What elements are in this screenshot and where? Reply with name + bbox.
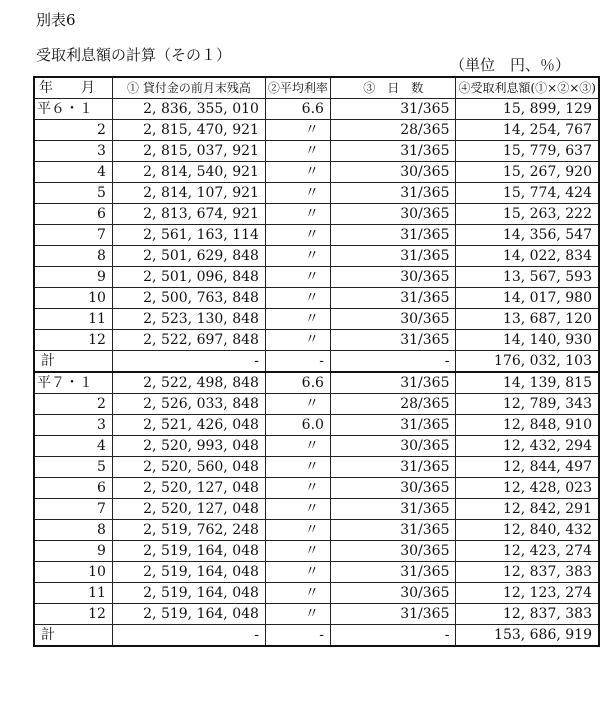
table-row: [34, 604, 599, 625]
balance-cell: 2, 500, 763, 848: [112, 288, 265, 309]
table-body: [34, 99, 599, 647]
interest-cell: 14, 140, 930: [456, 330, 599, 351]
table-row: [34, 183, 599, 204]
total-label: 計: [34, 625, 112, 647]
month-cell: 9: [34, 267, 112, 288]
rate-cell: 〃: [265, 478, 330, 499]
balance-cell: 2, 521, 426, 048: [112, 415, 265, 436]
balance-cell: 2, 520, 127, 048: [112, 499, 265, 520]
month-cell: 3: [34, 415, 112, 436]
rate-cell: 〃: [265, 330, 330, 351]
rate-cell: 〃: [265, 288, 330, 309]
interest-cell: 12, 423, 274: [456, 541, 599, 562]
days-cell: 30/365: [330, 309, 456, 330]
rate-cell: 〃: [265, 436, 330, 457]
days-cell: 31/365: [330, 246, 456, 267]
rate-cell: 〃: [265, 204, 330, 225]
balance-cell: 2, 501, 629, 848: [112, 246, 265, 267]
month-cell: 11: [34, 583, 112, 604]
rate-cell: 〃: [265, 604, 330, 625]
total-row: [34, 351, 599, 373]
table-row: [34, 415, 599, 436]
month-cell: 平６・１: [34, 99, 112, 120]
table-row: [34, 246, 599, 267]
days-cell: 30/365: [330, 583, 456, 604]
table-row: [34, 372, 599, 394]
interest-cell: 12, 837, 383: [456, 604, 599, 625]
balance-cell: 2, 814, 107, 921: [112, 183, 265, 204]
table-row: [34, 99, 599, 120]
table-row: [34, 204, 599, 225]
interest-cell: 15, 263, 222: [456, 204, 599, 225]
total-rate-cell: -: [265, 351, 330, 373]
table-row: [34, 225, 599, 246]
month-cell: 2: [34, 120, 112, 141]
rate-cell: 〃: [265, 309, 330, 330]
month-cell: 10: [34, 288, 112, 309]
table-row: [34, 162, 599, 183]
rate-cell: 〃: [265, 225, 330, 246]
days-cell: 30/365: [330, 436, 456, 457]
balance-cell: 2, 519, 762, 248: [112, 520, 265, 541]
total-label: 計: [34, 351, 112, 373]
interest-cell: 14, 356, 547: [456, 225, 599, 246]
days-cell: 31/365: [330, 520, 456, 541]
days-cell: 31/365: [330, 183, 456, 204]
rate-cell: 〃: [265, 457, 330, 478]
table-row: [34, 141, 599, 162]
days-cell: 30/365: [330, 478, 456, 499]
month-cell: 8: [34, 246, 112, 267]
days-cell: 31/365: [330, 415, 456, 436]
table-row: [34, 267, 599, 288]
interest-cell: 12, 123, 274: [456, 583, 599, 604]
header-row: [34, 77, 599, 99]
month-cell: 平７・１: [34, 372, 112, 394]
balance-cell: 2, 815, 037, 921: [112, 141, 265, 162]
interest-cell: 12, 842, 291: [456, 499, 599, 520]
month-cell: 10: [34, 562, 112, 583]
document-title: 受取利息額の計算（その１）: [36, 46, 232, 64]
interest-cell: 12, 840, 432: [456, 520, 599, 541]
balance-cell: 2, 519, 164, 048: [112, 604, 265, 625]
column-header-days: ③ 日 数: [330, 77, 456, 99]
rate-cell: 〃: [265, 267, 330, 288]
month-cell: 4: [34, 436, 112, 457]
days-cell: 31/365: [330, 604, 456, 625]
rate-cell: 〃: [265, 183, 330, 204]
interest-cell: 14, 139, 815: [456, 372, 599, 394]
days-cell: 31/365: [330, 99, 456, 120]
column-header-interest: ④受取利息額(①×②×③): [456, 77, 599, 99]
column-header-rate: ②平均利率: [265, 77, 330, 99]
rate-cell: 〃: [265, 562, 330, 583]
days-cell: 31/365: [330, 330, 456, 351]
table-row: [34, 457, 599, 478]
total-interest-cell: 153, 686, 919: [456, 625, 599, 647]
month-cell: 9: [34, 541, 112, 562]
month-cell: 2: [34, 394, 112, 415]
days-cell: 28/365: [330, 394, 456, 415]
document-label: 別表6: [36, 11, 76, 29]
total-balance-cell: -: [112, 625, 265, 647]
month-cell: 6: [34, 204, 112, 225]
rate-cell: 〃: [265, 162, 330, 183]
days-cell: 31/365: [330, 457, 456, 478]
balance-cell: 2, 519, 164, 048: [112, 541, 265, 562]
table-row: [34, 120, 599, 141]
interest-cell: 12, 789, 343: [456, 394, 599, 415]
total-row: [34, 625, 599, 647]
interest-cell: 12, 837, 383: [456, 562, 599, 583]
month-cell: 5: [34, 183, 112, 204]
month-cell: 7: [34, 499, 112, 520]
month-cell: 6: [34, 478, 112, 499]
month-cell: 8: [34, 520, 112, 541]
days-cell: 30/365: [330, 162, 456, 183]
days-cell: 31/365: [330, 562, 456, 583]
table-row: [34, 541, 599, 562]
interest-cell: 15, 899, 129: [456, 99, 599, 120]
total-balance-cell: -: [112, 351, 265, 373]
table-row: [34, 583, 599, 604]
table-row: [34, 436, 599, 457]
days-cell: 31/365: [330, 141, 456, 162]
balance-cell: 2, 523, 130, 848: [112, 309, 265, 330]
rate-cell: 〃: [265, 499, 330, 520]
days-cell: 31/365: [330, 372, 456, 394]
rate-cell: 〃: [265, 541, 330, 562]
days-cell: 30/365: [330, 541, 456, 562]
rate-cell: 〃: [265, 583, 330, 604]
balance-cell: 2, 836, 355, 010: [112, 99, 265, 120]
balance-cell: 2, 813, 674, 921: [112, 204, 265, 225]
column-header-balance: ① 貸付金の前月末残高: [112, 77, 265, 99]
interest-cell: 14, 017, 980: [456, 288, 599, 309]
table-row: [34, 288, 599, 309]
table-row: [34, 394, 599, 415]
balance-cell: 2, 520, 993, 048: [112, 436, 265, 457]
balance-cell: 2, 519, 164, 048: [112, 562, 265, 583]
table-row: [34, 478, 599, 499]
interest-cell: 15, 267, 920: [456, 162, 599, 183]
table-row: [34, 520, 599, 541]
balance-cell: 2, 519, 164, 048: [112, 583, 265, 604]
table-row: [34, 499, 599, 520]
interest-cell: 13, 687, 120: [456, 309, 599, 330]
month-cell: 3: [34, 141, 112, 162]
table-row: [34, 309, 599, 330]
month-cell: 12: [34, 604, 112, 625]
rate-cell: 〃: [265, 246, 330, 267]
table-row: [34, 562, 599, 583]
balance-cell: 2, 815, 470, 921: [112, 120, 265, 141]
month-cell: 4: [34, 162, 112, 183]
interest-table: [33, 76, 600, 647]
rate-cell: 6.0: [265, 415, 330, 436]
interest-cell: 14, 022, 834: [456, 246, 599, 267]
balance-cell: 2, 520, 560, 048: [112, 457, 265, 478]
days-cell: 31/365: [330, 499, 456, 520]
days-cell: 31/365: [330, 225, 456, 246]
interest-cell: 15, 774, 424: [456, 183, 599, 204]
column-header-month: 年 月: [34, 77, 112, 99]
interest-cell: 12, 848, 910: [456, 415, 599, 436]
total-days-cell: -: [330, 625, 456, 647]
month-cell: 5: [34, 457, 112, 478]
interest-cell: 12, 432, 294: [456, 436, 599, 457]
balance-cell: 2, 526, 033, 848: [112, 394, 265, 415]
rate-cell: 〃: [265, 141, 330, 162]
total-days-cell: -: [330, 351, 456, 373]
interest-cell: 14, 254, 767: [456, 120, 599, 141]
rate-cell: 〃: [265, 120, 330, 141]
unit-note: （単位 円、％）: [450, 56, 571, 74]
days-cell: 28/365: [330, 120, 456, 141]
balance-cell: 2, 522, 697, 848: [112, 330, 265, 351]
interest-cell: 12, 844, 497: [456, 457, 599, 478]
total-rate-cell: -: [265, 625, 330, 647]
rate-cell: 6.6: [265, 372, 330, 394]
days-cell: 30/365: [330, 267, 456, 288]
days-cell: 30/365: [330, 204, 456, 225]
balance-cell: 2, 501, 096, 848: [112, 267, 265, 288]
balance-cell: 2, 520, 127, 048: [112, 478, 265, 499]
interest-cell: 13, 567, 593: [456, 267, 599, 288]
rate-cell: 6.6: [265, 99, 330, 120]
interest-cell: 15, 779, 637: [456, 141, 599, 162]
balance-cell: 2, 522, 498, 848: [112, 372, 265, 394]
rate-cell: 〃: [265, 520, 330, 541]
month-cell: 11: [34, 309, 112, 330]
total-interest-cell: 176, 032, 103: [456, 351, 599, 373]
days-cell: 31/365: [330, 288, 456, 309]
balance-cell: 2, 814, 540, 921: [112, 162, 265, 183]
month-cell: 12: [34, 330, 112, 351]
rate-cell: 〃: [265, 394, 330, 415]
balance-cell: 2, 561, 163, 114: [112, 225, 265, 246]
interest-cell: 12, 428, 023: [456, 478, 599, 499]
table-row: [34, 330, 599, 351]
month-cell: 7: [34, 225, 112, 246]
